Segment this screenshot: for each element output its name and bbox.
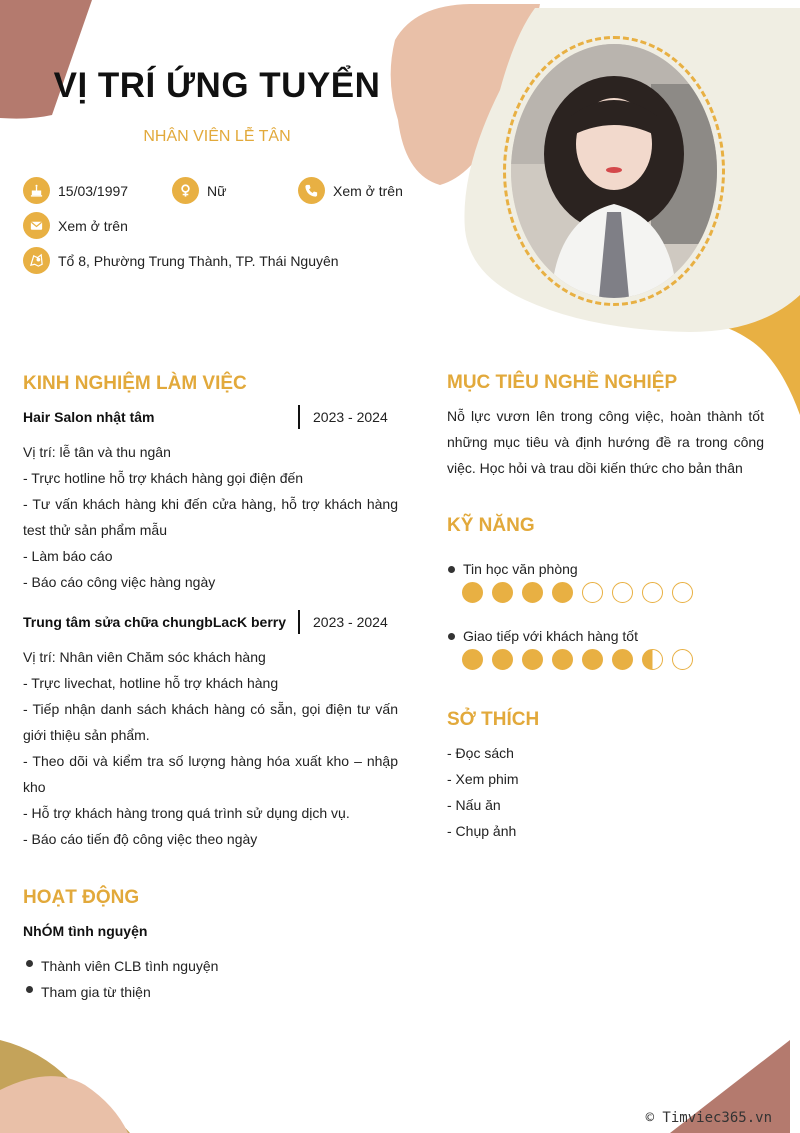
job-line: - Báo cáo tiến độ công việc theo ngày (23, 831, 258, 847)
job-description (23, 439, 398, 595)
skill-item (448, 628, 638, 644)
hobby-item: - Xem phim (447, 771, 519, 787)
job-divider (298, 405, 300, 429)
job-line: - Theo dõi và kiểm tra số lượng hàng hóa xuất kho – nhập kho (23, 753, 398, 795)
job-line: Vị trí: Nhân viên Chăm sóc khách hàng (23, 649, 266, 665)
email-value: Xem ở trên (58, 217, 128, 234)
activity-item (26, 958, 218, 974)
skill-name-label: Tin học văn phòng (463, 561, 578, 577)
rating-circle (642, 582, 663, 603)
activity-org: NhÓM tình nguyện (23, 923, 148, 939)
job-description (23, 644, 398, 852)
job-line: - Tư vấn khách hàng khi đến cửa hàng, hỗ trợ khách hàng test thử sản phẩm mẫu (23, 496, 398, 538)
mail-icon (23, 212, 50, 239)
rating-circle (522, 582, 543, 603)
info-email (23, 212, 128, 239)
job-line: - Trực hotline hỗ trợ khách hàng gọi điện đến (23, 470, 304, 486)
hobbies-list (447, 740, 764, 844)
experience-heading: KINH NGHIỆM LÀM VIỆC (23, 373, 247, 394)
bullet-dot (448, 566, 455, 573)
job-line: - Báo cáo công việc hàng ngày (23, 574, 216, 590)
rating-circle (642, 649, 663, 670)
activities-heading: HOẠT ĐỘNG (23, 887, 140, 908)
rating-circle (582, 649, 603, 670)
skill-rating (462, 582, 702, 603)
activity-item-label: Tham gia từ thiện (41, 984, 151, 1000)
job-time: 2023 - 2024 (313, 409, 388, 425)
rating-circle (522, 649, 543, 670)
skill-name-label: Giao tiếp với khách hàng tốt (463, 628, 638, 644)
address-value: Tổ 8, Phường Trung Thành, TP. Thái Nguyên (58, 252, 339, 269)
job-line: - Làm báo cáo (23, 548, 113, 564)
skill-item (448, 561, 578, 577)
skills-heading: KỸ NĂNG (447, 515, 535, 536)
footer-credit: © Timviec365.vn (645, 1110, 772, 1126)
activity-item-label: Thành viên CLB tình nguyện (41, 958, 219, 974)
job-divider (298, 610, 300, 634)
applied-position: NHÂN VIÊN LỄ TÂN (143, 128, 291, 145)
hobbies-heading: SỞ THÍCH (447, 709, 540, 730)
job-company: Trung tâm sửa chữa chungbLacK berry (23, 614, 286, 630)
info-gender (172, 177, 226, 204)
hobby-item: - Nấu ăn (447, 797, 501, 813)
job-line: - Trực livechat, hotline hỗ trợ khách hàng (23, 675, 279, 691)
hobby-item: - Đọc sách (447, 745, 514, 761)
rating-circle (492, 582, 513, 603)
objective-text: Nỗ lực vươn lên trong công việc, hoàn thành tốt những mục tiêu và định hướng đề ra trong công việc. Học hỏi và trau dồi kiến thức cho bản thân (447, 408, 764, 476)
rating-circle (672, 582, 693, 603)
bullet-dot (26, 986, 33, 993)
phone-value: Xem ở trên (333, 182, 403, 199)
rating-circle (612, 649, 633, 670)
phone-icon (298, 177, 325, 204)
gender-value: Nữ (207, 182, 227, 199)
page-title: VỊ TRÍ ỨNG TUYỂN (53, 66, 381, 105)
objective-heading: MỤC TIÊU NGHỀ NGHIỆP (447, 372, 678, 393)
rating-circle (672, 649, 693, 670)
job-line: - Tiếp nhận danh sách khách hàng có sẵn, gọi điện tư vấn giới thiệu sản phẩm. (23, 701, 398, 743)
rating-circle (462, 649, 483, 670)
rating-circle (612, 582, 633, 603)
rating-circle (582, 582, 603, 603)
rating-circle (552, 582, 573, 603)
rating-circle (462, 582, 483, 603)
cake-icon (23, 177, 50, 204)
hobby-item: - Chụp ảnh (447, 823, 517, 839)
birthday-value: 15/03/1997 (58, 182, 129, 199)
info-birthday (23, 177, 128, 204)
info-address (23, 247, 339, 274)
rating-circle (552, 649, 573, 670)
rating-circle (492, 649, 513, 670)
gender-icon (172, 177, 199, 204)
map-pin-icon (23, 247, 50, 274)
bullet-dot (448, 633, 455, 640)
activity-item (26, 984, 151, 1000)
job-line: Vị trí: lễ tân và thu ngân (23, 444, 171, 460)
avatar (511, 44, 717, 298)
info-phone (298, 177, 403, 204)
skill-rating (462, 649, 702, 670)
job-time: 2023 - 2024 (313, 614, 388, 630)
bullet-dot (26, 960, 33, 967)
job-company: Hair Salon nhật tâm (23, 409, 155, 425)
blob-bottom-left (0, 1040, 140, 1133)
job-line: - Hỗ trợ khách hàng trong quá trình sử dụng dịch vụ. (23, 805, 350, 821)
